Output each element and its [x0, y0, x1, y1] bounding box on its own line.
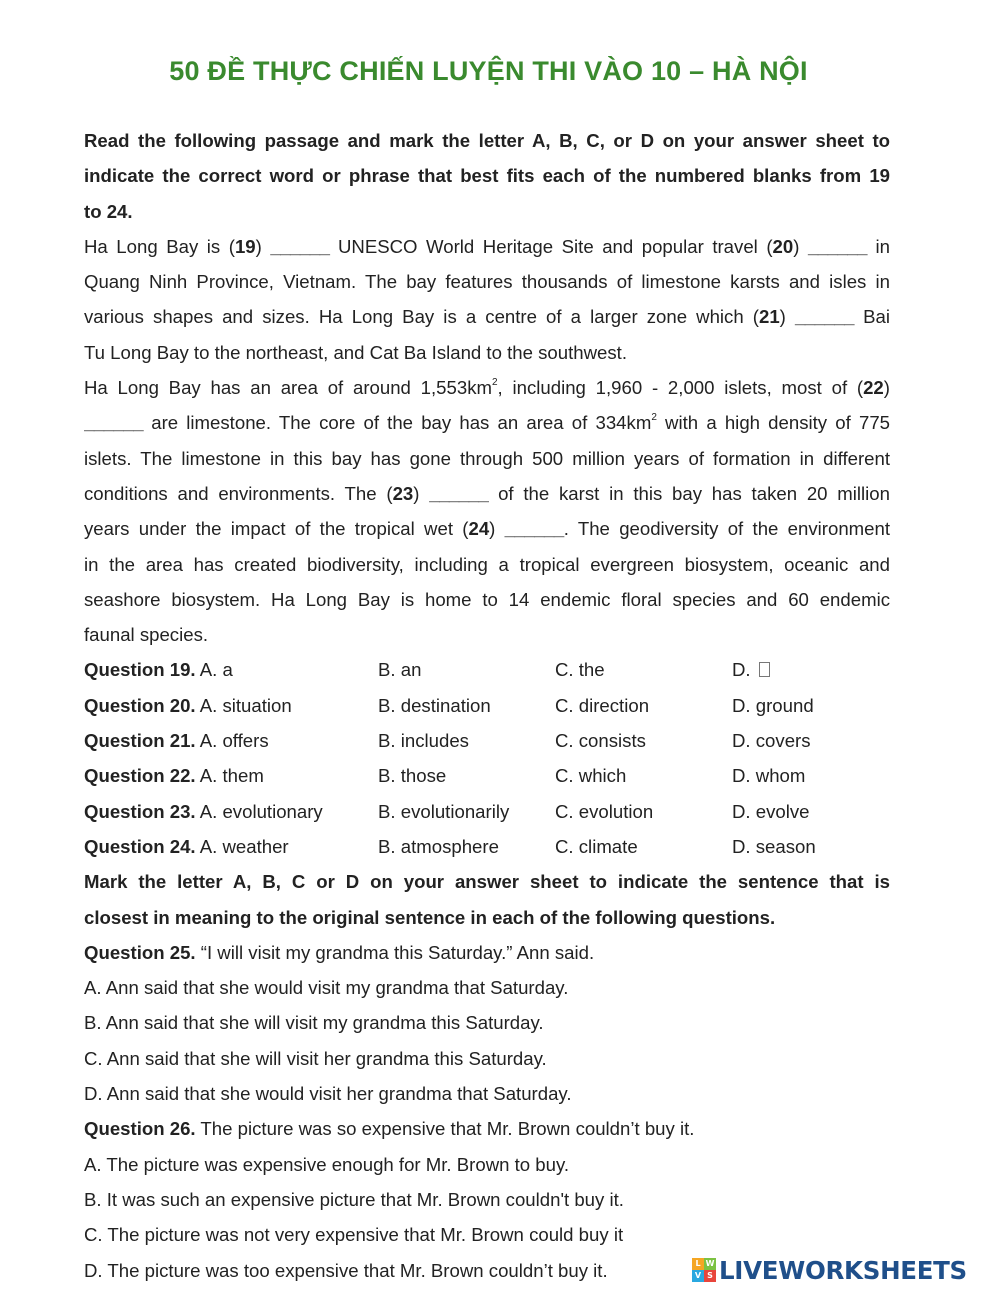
blank-number: 20: [772, 235, 794, 257]
passage-line: various shapes and sizes. Ha Long Bay is a centre of a larger zone which (21) ______ Bai: [84, 306, 890, 328]
blank-number: 19: [234, 235, 256, 257]
option-b[interactable]: B. includes: [378, 730, 469, 752]
option-a[interactable]: A. offers: [195, 730, 269, 752]
option-b[interactable]: B. evolutionarily: [378, 800, 510, 822]
instruction-line: Mark the letter A, B, C or D on your answer sheet to indicate the sentence that is: [84, 871, 890, 893]
liveworksheets-logo[interactable]: [692, 1255, 967, 1285]
question-row: [84, 829, 890, 864]
question-label: Question 19.: [84, 659, 196, 681]
option-c[interactable]: C. evolution: [555, 800, 654, 822]
question-label: Question 21.: [84, 730, 196, 752]
option-a[interactable]: A. weather: [195, 835, 289, 857]
logo-icon: [692, 1258, 716, 1282]
option-d[interactable]: D. whom: [732, 765, 806, 787]
blank-number: 22: [863, 377, 884, 399]
option-b[interactable]: B. It was such an expensive picture that Mr. Brown couldn't buy it.: [84, 1188, 624, 1210]
worksheet-content: [84, 123, 890, 1288]
option-a[interactable]: A. The picture was expensive enough for Mr. Brown to buy.: [84, 1153, 570, 1175]
question-row: [84, 794, 890, 829]
logo-text: LIVEWORKSHEETS: [719, 1255, 967, 1285]
passage-line: islets. The limestone in this bay has gone through 500 million years of formation in different: [84, 447, 890, 469]
blank-number: 24: [468, 518, 490, 540]
option-a[interactable]: A. Ann said that she would visit my grandma that Saturday.: [84, 977, 569, 999]
blank-20[interactable]: ______: [807, 235, 867, 257]
question-stem: Question 25. “I will visit my grandma this Saturday.” Ann said.: [84, 941, 595, 963]
question-label: Question 24.: [84, 835, 196, 857]
passage-line: Tu Long Bay to the northeast, and Cat Ba Island to the southwest.: [84, 341, 628, 363]
option-c[interactable]: C. climate: [555, 835, 638, 857]
option-c[interactable]: C. direction: [555, 694, 650, 716]
question-stem: Question 26. The picture was so expensive that Mr. Brown couldn’t buy it.: [84, 1118, 695, 1140]
option-d[interactable]: D. Ann said that she would visit her grandma that Saturday.: [84, 1083, 572, 1105]
option-b[interactable]: B. atmosphere: [378, 835, 499, 857]
question-row: [84, 688, 890, 723]
option-c[interactable]: C. the: [555, 659, 605, 681]
logo-tile: V: [692, 1270, 704, 1282]
question-row: [84, 758, 890, 793]
option-a[interactable]: A. evolutionary: [195, 800, 323, 822]
question-row: [84, 652, 890, 687]
instruction-line: closest in meaning to the original sentence in each of the following questions.: [84, 906, 776, 928]
missing-glyph-box: [759, 662, 770, 677]
passage-line: Quang Ninh Province, Vietnam. The bay features thousands of limestone karsts and isles in: [84, 271, 890, 293]
logo-tile: W: [705, 1259, 715, 1268]
option-a[interactable]: A. them: [195, 765, 264, 787]
passage-line: years under the impact of the tropical wet (24) ______. The geodiversity of the environment: [84, 518, 890, 540]
instruction-line: to 24.: [84, 200, 133, 222]
blank-22[interactable]: ______: [84, 412, 144, 434]
option-b[interactable]: B. an: [378, 659, 422, 681]
option-d[interactable]: D. evolve: [732, 800, 810, 822]
option-d[interactable]: D. ground: [732, 694, 814, 716]
instruction-line: indicate the correct word or phrase that best fits each of the numbered blanks from 19: [84, 165, 890, 187]
option-c[interactable]: C. consists: [555, 730, 646, 752]
passage-line: in the area has created biodiversity, including a tropical evergreen biosystem, oceanic and: [84, 553, 890, 575]
passage-line: faunal species.: [84, 624, 209, 646]
passage-line: conditions and environments. The (23) ______ of the karst in this bay has taken 20 million: [84, 482, 890, 504]
option-d[interactable]: D. season: [732, 835, 816, 857]
option-c[interactable]: C. Ann said that she will visit her grandma this Saturday.: [84, 1047, 547, 1069]
option-d[interactable]: D. covers: [732, 730, 811, 752]
question-label: Question 23.: [84, 800, 196, 822]
blank-21[interactable]: ______: [794, 306, 855, 328]
logo-tile: S: [704, 1270, 716, 1282]
instruction-line: Read the following passage and mark the letter A, B, C, or D on your answer sheet to: [84, 130, 890, 151]
blank-number: 21: [758, 306, 780, 328]
option-b[interactable]: B. Ann said that she will visit my grandma this Saturday.: [84, 1012, 544, 1034]
passage-line: seashore biosystem. Ha Long Bay is home to 14 endemic floral species and 60 endemic: [84, 588, 890, 610]
option-c[interactable]: C. The picture was not very expensive that Mr. Brown could buy it: [84, 1224, 624, 1246]
logo-tile: L: [692, 1258, 704, 1270]
blank-19[interactable]: ______: [270, 235, 330, 257]
question-label: Question 22.: [84, 765, 196, 787]
passage-line: ______ are limestone. The core of the bay has an area of $334km^2$ with a high density of 775: [84, 412, 890, 434]
option-c[interactable]: C. which: [555, 765, 627, 787]
option-d[interactable]: D. The picture was too expensive that Mr. Brown couldn’t buy it.: [84, 1259, 608, 1281]
question-label: Question 26.: [84, 1118, 196, 1140]
question-label: Question 20.: [84, 694, 196, 716]
page-title: 50 ĐỀ THỰC CHIẾN LUYỆN THI VÀO 10 – HÀ NỘI: [169, 56, 808, 86]
passage-line: Ha Long Bay has an area of around $1,553km^2$, including 1,960 - 2,000 islets, most of (22): [84, 376, 890, 399]
blank-number: 23: [392, 482, 414, 504]
option-a[interactable]: A. situation: [195, 694, 292, 716]
blank-23[interactable]: ______: [429, 482, 489, 504]
question-label: Question 25.: [84, 941, 196, 963]
option-b[interactable]: B. those: [378, 765, 447, 787]
question-row: [84, 723, 890, 758]
blank-24[interactable]: ______: [504, 518, 564, 540]
passage-line: Ha Long Bay is (19) ______ UNESCO World Heritage Site and popular travel (20) ______ in: [84, 235, 890, 257]
option-a[interactable]: A. a: [195, 659, 233, 681]
option-b[interactable]: B. destination: [378, 694, 491, 716]
option-d[interactable]: D.: [732, 659, 756, 681]
